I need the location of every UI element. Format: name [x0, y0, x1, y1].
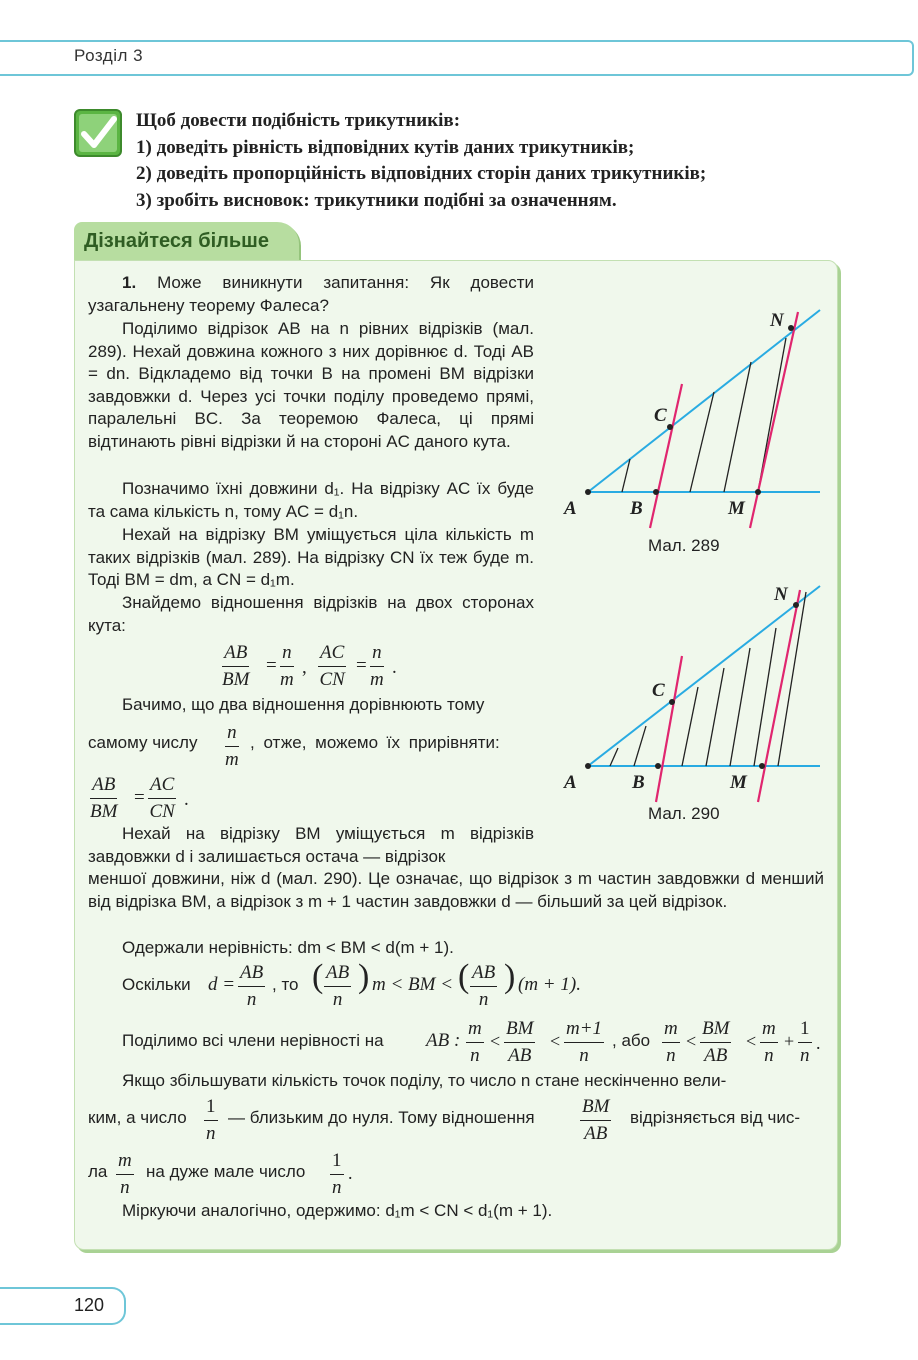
period: .	[392, 657, 397, 678]
paragraph-text: меншої довжини, ніж d (мал. 290). Це означає, що відрізок з m частин завдовжки d менший від відрізка BM, а відрізок з m + 1 частин завдовжки d — більший за цей відрізок.	[88, 869, 824, 911]
section-title: Розділ 3	[74, 46, 144, 65]
math-term: +	[784, 1031, 795, 1051]
paragraph-text: , або	[612, 1031, 651, 1050]
fraction: $\frac{AC}{CN}$	[149, 774, 175, 822]
label-M: M	[730, 772, 747, 793]
paragraph-6	[88, 694, 534, 717]
fraction: $\frac{1}{n}$	[332, 1150, 342, 1198]
equals-sign: =	[266, 655, 277, 676]
paragraph-5	[88, 592, 534, 637]
paragraph-text: Поділимо всі члени нерівності на	[122, 1031, 384, 1050]
rule-item: 1) доведіть рівність відповідних кутів даних трикутників;	[136, 136, 635, 158]
math-term: AB :	[426, 1030, 461, 1051]
fraction: $\frac{n}{m}$	[225, 722, 239, 770]
math-term: <	[746, 1031, 757, 1051]
fraction: $\frac{AB}{BM}$	[222, 642, 250, 690]
fraction: $\frac{m}{n}$	[664, 1018, 678, 1066]
label-N: N	[774, 584, 788, 605]
paragraph-12	[88, 1070, 824, 1093]
fraction: $\frac{1}{n}$	[206, 1096, 216, 1144]
fraction: $\frac{AB}{n}$	[240, 962, 264, 1010]
paren: )	[504, 958, 516, 995]
learn-more-title: Дізнайтеся більше	[84, 230, 269, 252]
fraction: $\frac{m}{n}$	[468, 1018, 482, 1066]
figure-290	[548, 576, 828, 806]
paragraph-text: Бачимо, що два відношення дорівнюють тому	[122, 695, 485, 714]
paren: )	[358, 958, 370, 995]
line-BC	[656, 656, 682, 802]
fraction: $\frac{m}{n}$	[762, 1018, 776, 1066]
comma: ,	[302, 657, 307, 678]
math-term: <	[686, 1031, 697, 1051]
label-M: M	[728, 498, 745, 519]
ray-AN	[588, 310, 820, 492]
paragraph-8b	[88, 868, 824, 913]
math-term: m < BM <	[372, 974, 454, 995]
paren: (	[312, 958, 324, 995]
page-number: 120	[74, 1295, 105, 1315]
paragraph-text: ким, а число	[88, 1108, 187, 1127]
paragraph-3	[88, 478, 534, 523]
paragraph-text: Може виникнути запитання: Як довести узагальнену теорему Фалеса?	[88, 273, 534, 315]
paragraph-text: Знайдемо відношення відрізків на двох сторонах кута:	[88, 593, 534, 635]
line-MN	[750, 312, 798, 528]
period: .	[816, 1033, 821, 1053]
item-number: 1.	[122, 273, 137, 292]
ray-AN	[588, 586, 820, 766]
period: .	[184, 789, 189, 810]
rule-item: 3) зробіть висновок: трикутники подібні за означенням.	[136, 189, 617, 211]
fraction: $\frac{BM}{AB}$	[582, 1096, 610, 1144]
page-number-tab	[0, 1287, 126, 1325]
fraction: $\frac{AB}{BM}$	[90, 774, 118, 822]
paragraph-text: ла	[88, 1162, 108, 1181]
line-MN	[758, 590, 800, 802]
checkmark-icon	[74, 109, 122, 157]
fraction: $\frac{1}{n}$	[800, 1018, 810, 1066]
paragraph-text: відрізняється від чис-	[630, 1108, 801, 1127]
math-term: <	[490, 1031, 501, 1051]
paragraph-2	[88, 318, 534, 454]
label-A: A	[564, 498, 577, 519]
paragraph-1	[88, 272, 534, 317]
paragraph-text: — близьким до нуля. Тому відношення	[228, 1108, 535, 1127]
figure-289	[548, 300, 828, 530]
paragraph-text: Позначимо їхні довжини d₁. На відрізку AC їх буде та сама кількість n, тому AC = d₁n.	[88, 479, 534, 521]
paragraph-text: на дуже мале число	[146, 1162, 306, 1181]
paragraph-4	[88, 524, 534, 592]
section-header	[0, 40, 914, 76]
paragraph-14	[88, 1200, 824, 1223]
paragraph-text: Оскільки	[122, 975, 191, 994]
fraction: $\frac{m}{n}$	[118, 1150, 132, 1198]
fraction: $\frac{n}{m}$	[370, 642, 384, 690]
paragraph-text: Нехай на відрізку BM уміщується ціла кількість m таких відрізків (мал. 289). На відрізку CN їх теж буде m. Тоді BM = dm, а CN = d₁m.	[88, 525, 534, 590]
fraction: $\frac{m+1}{n}$	[566, 1018, 603, 1066]
paragraph-text: Поділимо відрізок AB на n рівних відрізків (мал. 289). Нехай довжина кожного з них дорівнює d. Тоді AB = dn. Відкладемо від точки B на промені BM відрізки завдовжки d. Через усі точки поділу проведемо прямі, паралельні BC. За теоремою Фалеса, ці прямі відтинають рівні відрізки й на стороні AC даного кута.	[88, 319, 534, 451]
label-C: C	[654, 405, 667, 426]
fraction: $\frac{n}{m}$	[280, 642, 294, 690]
rules-title: Щоб довести подібність трикутників:	[136, 110, 461, 131]
label-B: B	[630, 498, 643, 519]
fraction: $\frac{BM}{AB}$	[506, 1018, 534, 1066]
paragraph-text: Нехай на відрізку BM уміщується m відрізків завдовжки d і залишається остача — відрізок	[88, 824, 534, 866]
paren: (	[458, 958, 470, 995]
math-term: (m + 1).	[518, 974, 581, 995]
period: .	[348, 1163, 353, 1183]
paragraph-text: Міркуючи аналогічно, одержимо: d₁m < CN < d₁(m + 1).	[122, 1201, 553, 1220]
math-term: <	[550, 1031, 561, 1051]
paragraph-text: Якщо збільшувати кількість точок поділу, то число n стане нескінченно вели-	[122, 1071, 727, 1090]
label-B: B	[632, 772, 645, 793]
paragraph-text: , отже, можемо їх прирівняти:	[250, 733, 500, 752]
label-A: A	[564, 772, 577, 793]
paragraph-8	[88, 823, 534, 868]
fraction: $\frac{AB}{n}$	[472, 962, 496, 1010]
label-C: C	[652, 680, 665, 701]
rule-item: 2) доведіть пропорційність відповідних сторін даних трикутників;	[136, 163, 707, 184]
paragraph-9	[88, 937, 824, 960]
paragraph-text: самому числу	[88, 733, 198, 752]
fraction: $\frac{AB}{n}$	[326, 962, 350, 1010]
equals-sign: =	[134, 787, 145, 808]
math-term: d =	[208, 974, 236, 995]
rules-block	[136, 108, 706, 214]
figure-289-caption: Мал. 289	[648, 536, 720, 555]
equals-sign: =	[356, 655, 367, 676]
fraction: $\frac{AC}{CN}$	[319, 642, 345, 690]
fraction: $\frac{BM}{AB}$	[702, 1018, 730, 1066]
paragraph-text: Одержали нерівність: dm < BM < d(m + 1).	[122, 938, 454, 957]
figure-290-caption: Мал. 290	[648, 804, 720, 823]
label-N: N	[770, 310, 784, 331]
paragraph-text: , то	[272, 975, 299, 994]
learn-more-tab	[74, 222, 299, 260]
